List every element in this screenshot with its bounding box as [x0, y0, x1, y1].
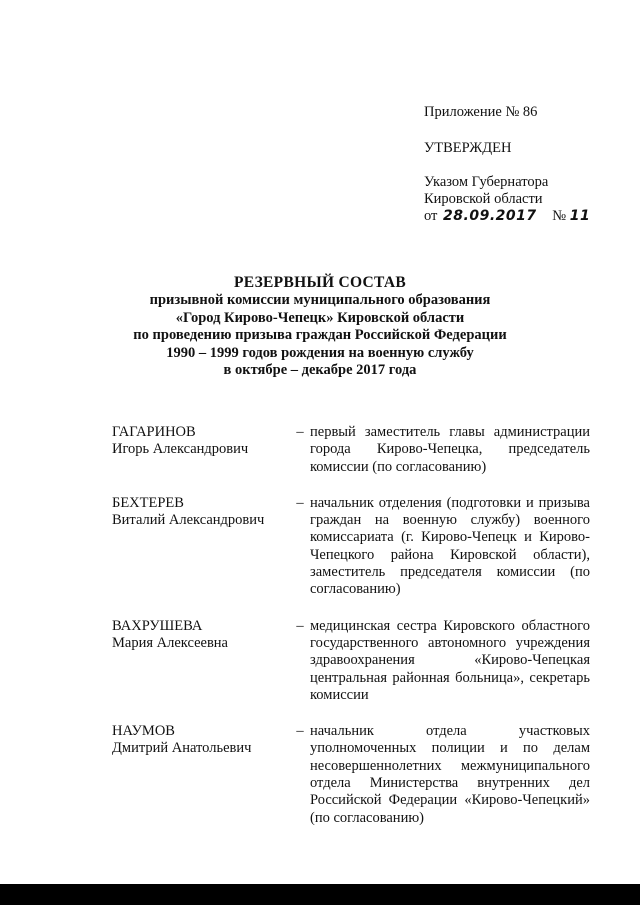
- member-dash: –: [296, 617, 304, 634]
- member-role: медицинская сестра Кировского областного государственного автономного учреждения здравоохранения «Кирово-Чепецкая центральная районная больница», секретарь комиссии: [310, 617, 590, 703]
- title-line-2: «Город Кирово-Чепецк» Кировской области: [175, 309, 465, 326]
- member-entry: [112, 424, 590, 476]
- number-prefix: №: [552, 208, 567, 224]
- scan-edge-bar: [0, 884, 640, 905]
- approval-block: [424, 104, 624, 225]
- member-entry: [112, 723, 590, 827]
- date-prefix: от: [424, 208, 438, 224]
- handwritten-date: 28.09.2017: [443, 208, 537, 224]
- document-title: [80, 274, 560, 379]
- member-given-name: Виталий Александрович: [112, 512, 265, 529]
- member-given-name: Игорь Александрович: [112, 441, 249, 458]
- handwritten-number: 11: [569, 208, 591, 224]
- member-entry: [112, 495, 590, 599]
- decree-line-2: Кировской области: [424, 191, 543, 207]
- member-surname: НАУМОВ: [112, 723, 175, 740]
- title-line-1: призывной комиссии муниципального образования: [149, 292, 491, 309]
- member-entry: [112, 618, 590, 704]
- member-name: [112, 424, 290, 476]
- title-line-4: 1990 – 1999 годов рождения на военную службу: [166, 344, 474, 361]
- decree-line-1: Указом Губернатора: [424, 174, 549, 190]
- member-name: [112, 618, 290, 704]
- appendix-number: Приложение № 86: [424, 104, 538, 120]
- member-dash: –: [296, 424, 304, 440]
- member-role: начальник отдела участковых уполномоченных полиции и по делам несовершеннолетних межмуниципального отдела Министерства внутренних дел Российской Федерации «Кирово-Чепецкий» (по согласованию): [310, 723, 590, 826]
- member-dash: –: [296, 723, 304, 740]
- member-role: начальник отделения (подготовки и призыва граждан на военную службу) военного комиссариата (г. Кирово-Чепецк и Кирово-Чепецкого района Кировской области), заместитель председателя комиссии (по согласованию): [310, 494, 590, 598]
- decree-date-line: [424, 208, 624, 225]
- member-name: [112, 495, 290, 599]
- title-main: РЕЗЕРВНЫЙ СОСТАВ: [233, 274, 407, 291]
- member-list: [112, 424, 590, 846]
- member-given-name: Мария Алексеевна: [112, 634, 228, 651]
- title-line-5: в октябре – декабре 2017 года: [223, 362, 417, 379]
- member-surname: ВАХРУШЕВА: [112, 617, 203, 634]
- member-name: [112, 723, 290, 827]
- member-role: первый заместитель главы администрации города Кирово-Чепецка, председатель комиссии (по согласованию): [310, 424, 590, 475]
- title-line-3: по проведению призыва граждан Российской Федерации: [133, 327, 507, 344]
- member-surname: БЕХТЕРЕВ: [112, 494, 184, 511]
- member-dash: –: [296, 494, 304, 511]
- member-surname: ГАГАРИНОВ: [112, 424, 196, 440]
- approved-stamp: УТВЕРЖДЕН: [424, 140, 512, 156]
- member-given-name: Дмитрий Анатольевич: [112, 740, 252, 757]
